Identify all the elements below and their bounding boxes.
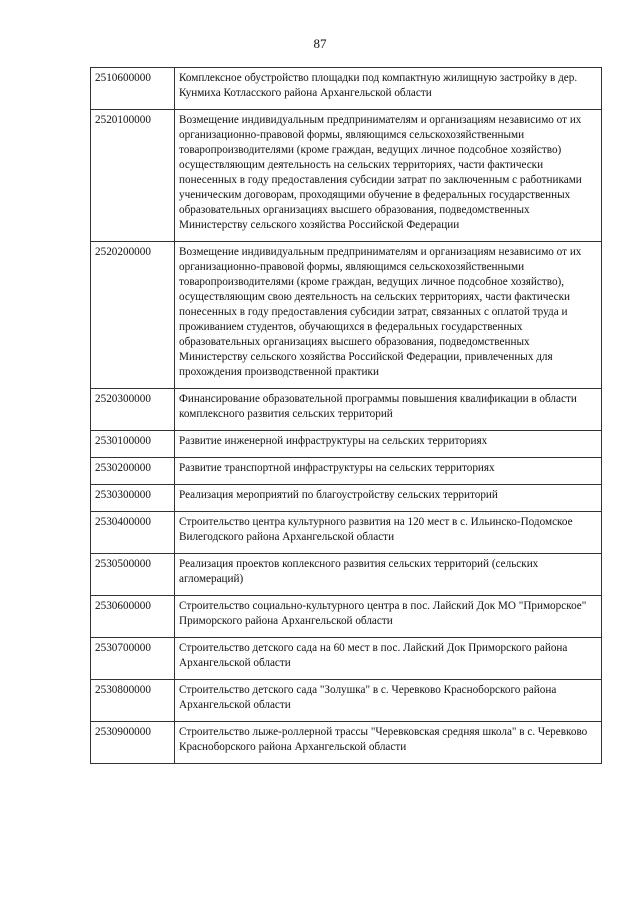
row-description: Реализация мероприятий по благоустройству сельских территорий (175, 485, 602, 512)
row-description: Возмещение индивидуальным предпринимателям и организациям независимо от их организационно-правовой формы, являющимся сельскохозяйственными товаропроизводителями (кроме граждан, ведущих личное подсобное хозяйство), осуществляющим свою деятельность на сельских территориях, части фактически понесенных в году предоставления субсидии затрат, связанных с оплатой труда и проживанием студентов, обучающихся в федеральных государственных образовательных организациях высшего образования, подведомственных Министерству сельского хозяйства Российской Федерации, привлеченных для прохождения производственной практики (175, 242, 602, 389)
row-code: 2530100000 (91, 431, 175, 458)
row-code: 2520200000 (91, 242, 175, 389)
table-row (91, 680, 602, 722)
table-row (91, 242, 602, 389)
row-code: 2520300000 (91, 389, 175, 431)
table-row (91, 638, 602, 680)
row-code: 2530500000 (91, 554, 175, 596)
row-code: 2520100000 (91, 110, 175, 242)
row-description: Строительство детского сада "Золушка" в с. Черевково Красноборского района Архангельской области (175, 680, 602, 722)
row-description: Строительство социально-культурного центра в пос. Лайский Док МО "Приморское" Приморского района Архангельской области (175, 596, 602, 638)
budget-code-table (90, 67, 602, 764)
row-code: 2530900000 (91, 722, 175, 764)
table-row (91, 596, 602, 638)
row-description: Развитие транспортной инфраструктуры на сельских территориях (175, 458, 602, 485)
table-row (91, 458, 602, 485)
row-code: 2510600000 (91, 68, 175, 110)
row-code: 2530200000 (91, 458, 175, 485)
row-description: Реализация проектов коплексного развития сельских территорий (сельских агломераций) (175, 554, 602, 596)
row-code: 2530700000 (91, 638, 175, 680)
row-description: Строительство детского сада на 60 мест в пос. Лайский Док Приморского района Архангельской области (175, 638, 602, 680)
row-code: 2530400000 (91, 512, 175, 554)
table-row (91, 554, 602, 596)
row-description: Строительство лыже-роллерной трассы "Черевковская средняя школа" в с. Черевково Красноборского района Архангельской области (175, 722, 602, 764)
row-description: Финансирование образовательной программы повышения квалификации в области комплексного развития сельских территорий (175, 389, 602, 431)
table-row (91, 485, 602, 512)
row-code: 2530600000 (91, 596, 175, 638)
row-description: Строительство центра культурного развития на 120 мест в с. Ильинско-Подомское Вилегодского района Архангельской области (175, 512, 602, 554)
row-description: Возмещение индивидуальным предпринимателям и организациям независимо от их организационно-правовой формы, являющимся сельскохозяйственными товаропроизводителями (кроме граждан, ведущих личное подсобное хозяйство) осуществляющим деятельность на сельских территориях, части фактически понесенных в году предоставления субсидии затрат по заключенным с работниками ученическим договорам, проходящими обучение в федеральных государственных образовательных организациях высшего образования, подведомственных Министерству сельского хозяйства Российской Федерации (175, 110, 602, 242)
table-row (91, 389, 602, 431)
row-description: Комплексное обустройство площадки под компактную жилищную застройку в дер. Кунмиха Котласского района Архангельской области (175, 68, 602, 110)
table-row (91, 512, 602, 554)
table-row (91, 722, 602, 764)
table-row (91, 110, 602, 242)
row-description: Развитие инженерной инфраструктуры на сельских территориях (175, 431, 602, 458)
row-code: 2530800000 (91, 680, 175, 722)
table-row (91, 431, 602, 458)
row-code: 2530300000 (91, 485, 175, 512)
page-number: 87 (313, 36, 327, 51)
table-row (91, 68, 602, 110)
